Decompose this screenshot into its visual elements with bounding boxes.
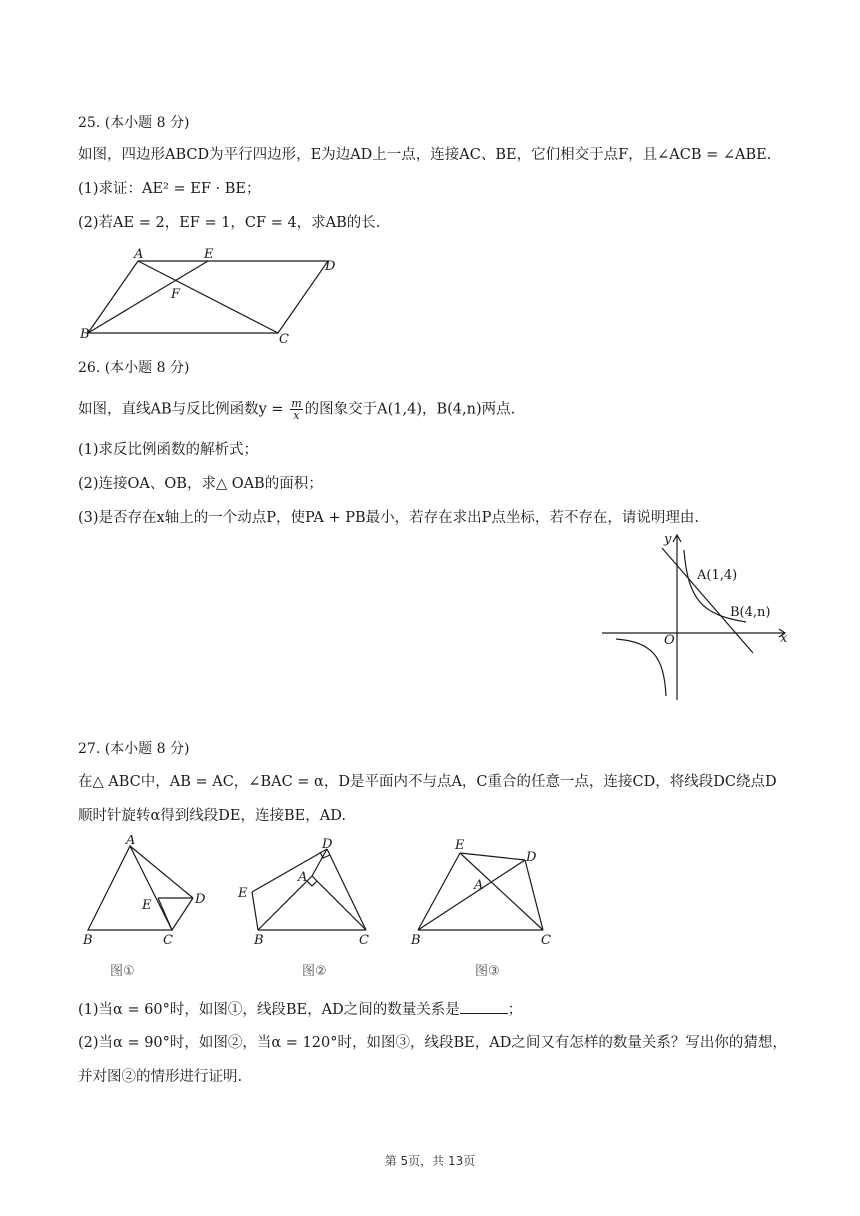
q27-fig1-label-e: E <box>142 898 152 913</box>
q26-label-point-a: A(1,4) <box>697 568 738 583</box>
q26-part3: (3)是否存在x轴上的一个动点P，使PA + PB最小，若存在求出P点坐标，若不存在，请说明理由. <box>78 510 700 526</box>
q27-fig2-label-c: C <box>359 933 369 948</box>
q27-fig3-label-a: A <box>474 878 484 893</box>
q27-fig2-label-e: E <box>238 886 248 901</box>
q27-stem-line1: 在△ ABC中，AB = AC，∠BAC = α，D是平面内不与点A，C重合的任意一点，连接CD，将线段DC绕点D <box>78 774 777 790</box>
q27-fig1-label-c: C <box>163 933 173 948</box>
q26-label-o: O <box>664 633 675 648</box>
q26-part2: (2)连接OA、OB，求△ OAB的面积； <box>78 476 323 492</box>
q27-fig2-caption: 图② <box>302 964 327 979</box>
q27-fig3-label-d: D <box>526 850 537 865</box>
q25-label-d: D <box>325 259 336 274</box>
q25-parallelogram-figure <box>78 246 348 346</box>
q26-stem-text-a: 如图，直线AB与反比例函数y = <box>78 401 289 418</box>
q26-fraction <box>290 398 302 421</box>
q25-label-b: B <box>80 327 90 342</box>
q27-figure-1 <box>78 835 218 980</box>
q27-fig2-label-b: B <box>254 933 264 948</box>
q26-header: 26. (本小题 8 分) <box>78 360 190 376</box>
q25-label-a: A <box>134 247 144 262</box>
q27-fig1-label-b: B <box>83 933 93 948</box>
q27-fig2-label-d: D <box>322 837 333 852</box>
q27-header: 27. (本小题 8 分) <box>78 741 190 757</box>
q27-fig3-label-c: C <box>541 933 551 948</box>
q26-fraction-denominator: x <box>293 409 300 422</box>
q27-part2-line2: 并对图②的情形进行证明. <box>78 1069 243 1085</box>
q27-part1-text: (1)当α = 60°时，如图①，线段BE，AD之间的数量关系是 <box>78 1002 460 1018</box>
q27-fig3-label-e: E <box>455 838 465 853</box>
q27-part1-answer-blank[interactable] <box>460 999 508 1014</box>
q25-label-f: F <box>171 287 181 302</box>
q26-label-x: x <box>780 631 788 646</box>
q27-fig3-caption: 图③ <box>475 964 500 979</box>
q27-fig2-label-a: A <box>298 870 308 885</box>
q27-fig1-label-d: D <box>195 892 206 907</box>
q27-figure-3 <box>405 835 565 980</box>
q26-label-y: y <box>664 532 672 547</box>
q25-part1: (1)求证：AE² = EF · BE； <box>78 181 261 197</box>
q27-figure-2 <box>232 835 382 980</box>
q26-function-graph <box>596 530 796 705</box>
q27-fig1-label-a: A <box>126 835 136 848</box>
q25-label-e: E <box>204 247 214 262</box>
q27-fig3-label-b: B <box>411 933 421 948</box>
q27-part1-end: ； <box>507 1002 523 1018</box>
q25-part2: (2)若AE = 2，EF = 1，CF = 4，求AB的长. <box>78 215 381 231</box>
q26-fraction-numerator: m <box>291 397 302 410</box>
q26-stem-text-b: 的图象交于A(1,4)，B(4,n)两点. <box>304 401 516 418</box>
q25-stem: 如图，四边形ABCD为平行四边形，E为边AD上一点，连接AC、BE，它们相交于点F，且∠ACB = ∠ABE. <box>78 147 772 163</box>
q26-stem <box>78 398 515 421</box>
q25-label-c: C <box>279 332 289 346</box>
q25-header: 25. (本小题 8 分) <box>78 115 190 131</box>
q26-label-point-b: B(4,n) <box>730 605 771 620</box>
q27-fig1-caption: 图① <box>110 964 135 979</box>
q27-part1 <box>78 999 522 1020</box>
q27-part2-line1: (2)当α = 90°时，如图②，当α = 120°时，如图③，线段BE，AD之间又有怎样的数量关系？写出你的猜想， <box>78 1035 787 1051</box>
q26-part1: (1)求反比例函数的解析式； <box>78 442 259 458</box>
q27-stem-line2: 顺时针旋转α得到线段DE，连接BE，AD. <box>78 808 346 824</box>
page-footer: 第 5页，共 13页 <box>384 1154 476 1168</box>
